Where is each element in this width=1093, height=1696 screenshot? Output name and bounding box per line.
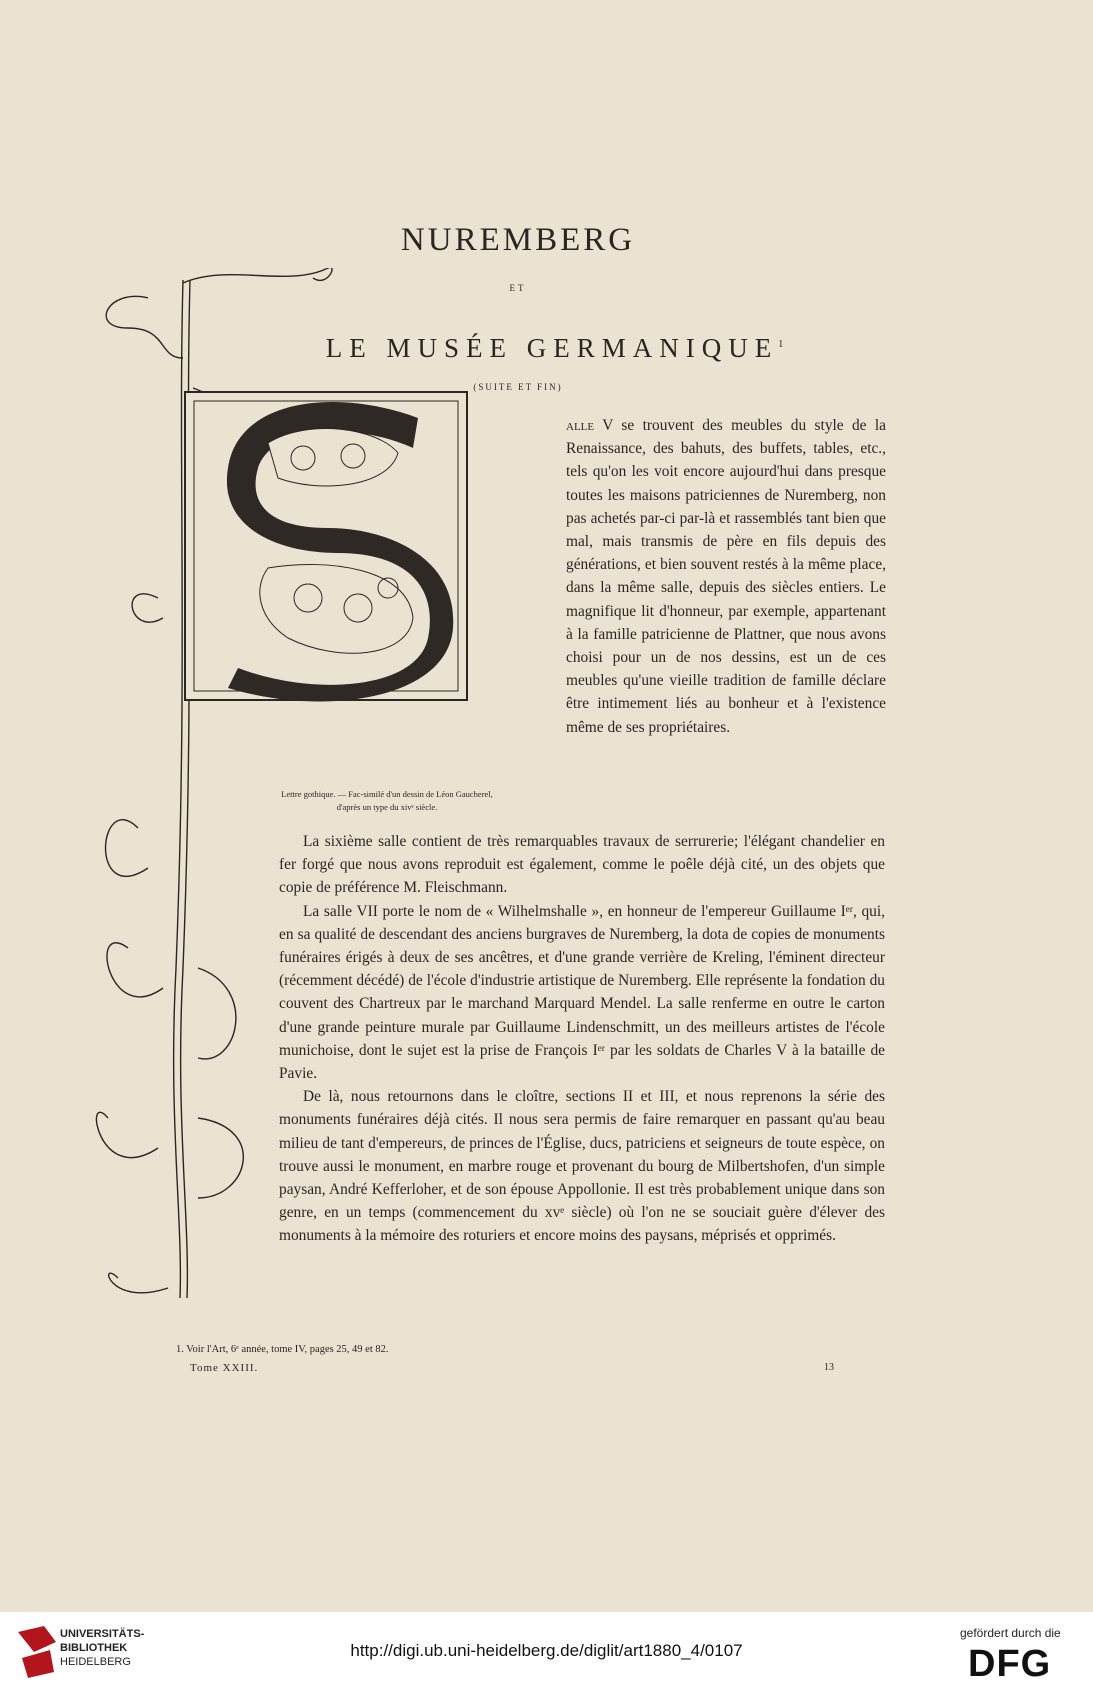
library-name-line-3: HEIDELBERG: [60, 1656, 131, 1668]
caption-line-1: Lettre gothique. — Fac-similé d'un dessin de Léon Gaucherel,: [281, 789, 493, 799]
footnote-mark: 1: [778, 339, 791, 350]
dfg-logo: DFG: [968, 1643, 1052, 1685]
title-conjunction: ET: [509, 283, 527, 293]
paragraph-1: [566, 414, 886, 739]
first-paragraph-column: [566, 414, 886, 739]
footnote: 1. Voir l'Art, 6ᵉ année, tome IV, pages 25, 49 et 82.: [176, 1344, 389, 1355]
page-number: 13: [824, 1362, 834, 1373]
title-musee-germanique: LE MUSÉE GERMANIQUE$^1$: [325, 333, 791, 363]
tome-label: Tome XXIII.: [190, 1362, 259, 1374]
permalink-url[interactable]: http://digi.ub.uni-heidelberg.de/diglit/art1880_4/0107: [350, 1641, 743, 1660]
paragraph-4: De là, nous retournons dans le cloître, sections II et III, et nous reprenons la série des monuments funéraires déjà cités. Il nous sera permis de faire remarquer en passant qu'au beau milieu de tant d'empereurs, de princes de l'Église, ducs, patriciens et seigneurs de toute espèce, on trouve aussi le monument, en marbre rouge et provenant du bourg de Milbertshofen, d'un simple paysan, André Kefferloher, et de son épouse Appollonie. Il est très probablement unique dans son genre, en un temps (commencement du xvᵉ siècle) où l'on ne se souciait guère d'élever des monuments à la mémoire des roturiers et encore moins des paysans, méprisés et opprimés.: [279, 1088, 885, 1245]
caption-line-2: d'après un type du xivᵉ siècle.: [336, 802, 438, 812]
title-nuremberg: NUREMBERG: [400, 222, 636, 258]
illustration-caption: [262, 788, 512, 814]
subtitle-suite-et-fin: (SUITE ET FIN): [473, 382, 563, 392]
library-name-line-1: UNIVERSITÄTS-: [60, 1628, 145, 1640]
paragraph-2: La sixième salle contient de très remarquables travaux de serrurerie; l'élégant chandelier en fer forgé que nous avons reproduit est également, comme le poêle déjà cité, un des objets que copie de préférence M. Fleischmann.: [279, 833, 885, 897]
main-text-block: [279, 830, 885, 1248]
paragraph-3: La salle VII porte le nom de « Wilhelmshalle », en honneur de l'empereur Guillaume Iᵉʳ, qui, en sa qualité de descendant des anciens burgraves de Nuremberg, la dota de copies de monuments funéraires érigés à deux de ses ancêtres, et d'une grande verrière de Kreling, l'éminent directeur (récemment décédé) de l'école d'industrie artistique de Nuremberg. Elle représente la fondation du couvent des Chartreux par le marchand Marquard Mendel. La salle renferme en outre le carton d'une grande peinture murale par Guillaume Lindenschmitt, un des meilleurs artistes de l'école munichoise, dont le sujet est la prise de François Iᵉʳ par les soldats de Charles V à la bataille de Pavie.: [279, 902, 885, 1083]
funding-label: gefördert durch die: [960, 1626, 1061, 1640]
drop-cap-continuation: alle: [566, 417, 595, 434]
paragraph-1-text: V se trouvent des meubles du style de la Renaissance, des bahuts, des buffets, tables, etc., tels qu'on les voit encore aujourd'hui dans presque toutes les maisons patriciennes de Nuremberg, non pas achetés par-ci par-là et rassemblés tant bien que mal, mais transmis de père en fils depuis des générations, et bien souvent restés à la même place, dans la même salle, depuis des siècles entiers. Le magnifique lit d'honneur, par exemple, appartenant à la famille patricienne de Plattner, que nous avons choisi pour un de nos dessins, est un de ces meubles qu'une vieille tradition de famille déclare être intimement liés au bonheur et à l'existence même de ses propriétaires.: [566, 417, 886, 736]
library-name-line-2: BIBLIOTHEK: [60, 1642, 128, 1654]
